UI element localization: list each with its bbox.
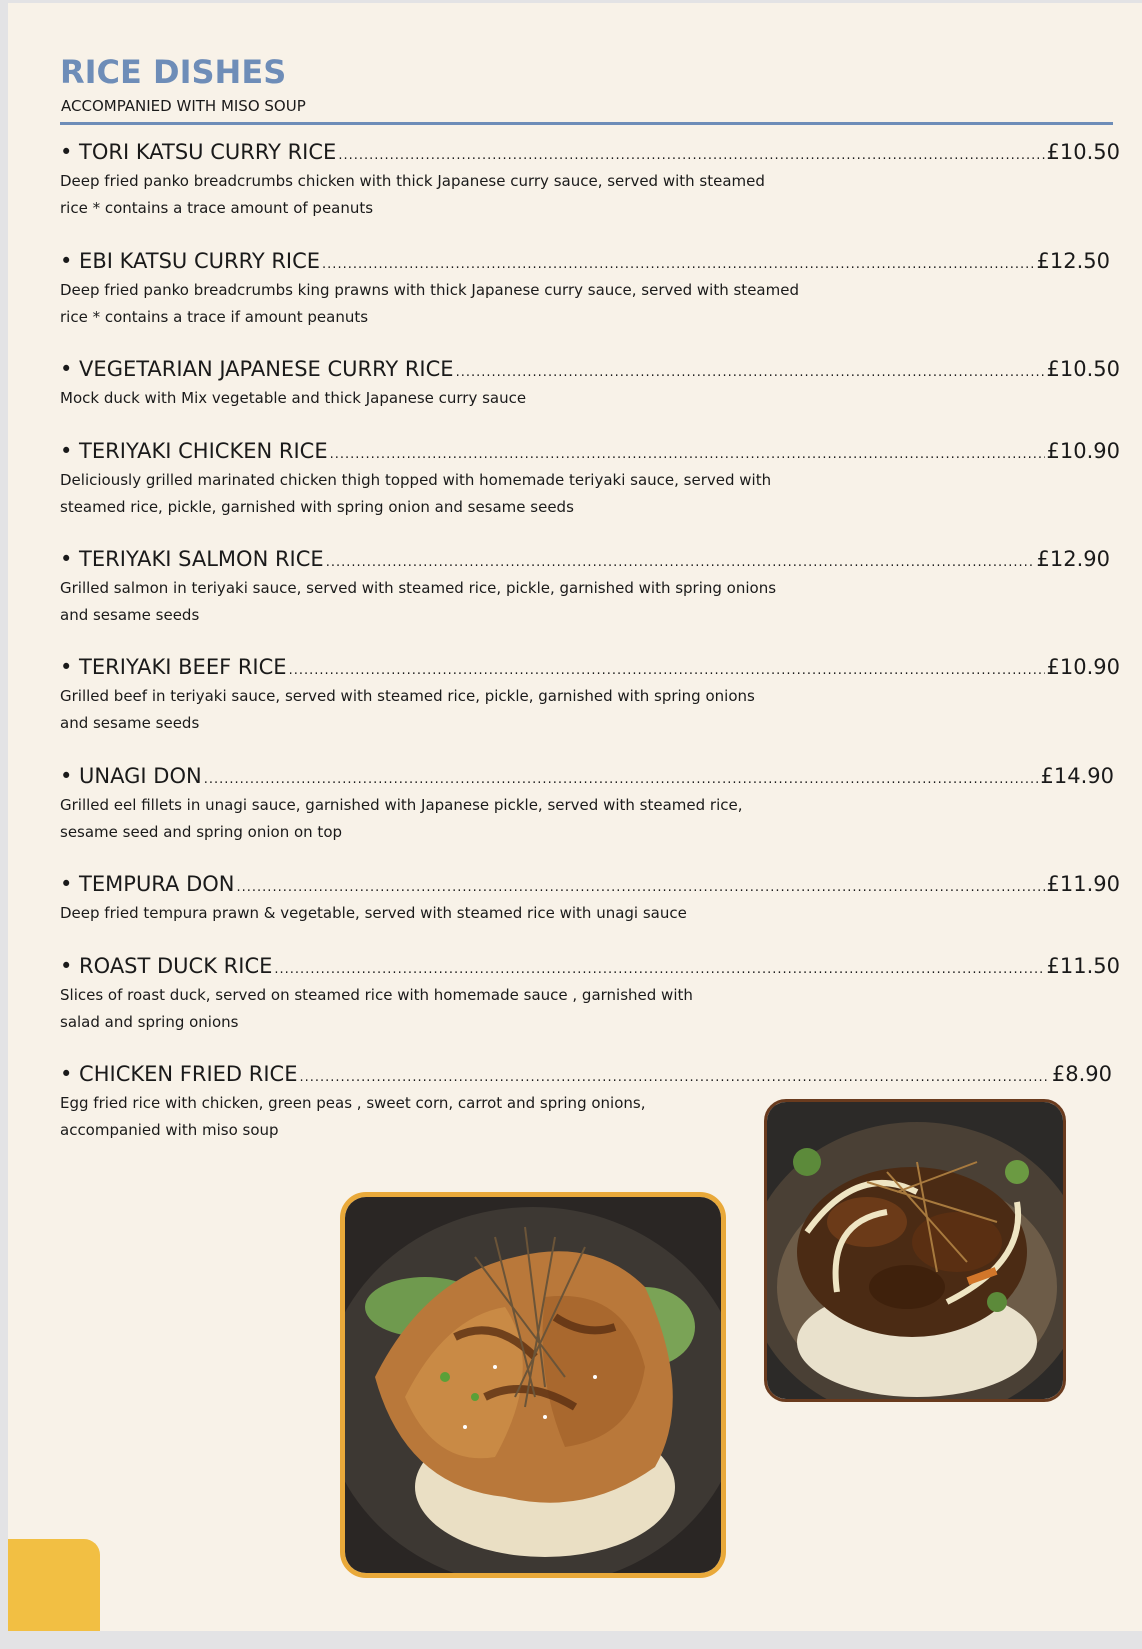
title-divider: [60, 122, 1113, 125]
item-price: £11.50: [1046, 954, 1120, 978]
item-price: £8.90: [1051, 1062, 1112, 1086]
item-description: [60, 277, 1110, 331]
item-price: £12.50: [1036, 249, 1110, 273]
description-line: rice * contains a trace amount of peanuts: [60, 199, 374, 217]
item-description: [60, 982, 1120, 1036]
dot-leader: [326, 550, 1035, 576]
section-title: RICE DISHES: [60, 53, 287, 91]
item-name: • TERIYAKI BEEF RICE: [60, 655, 287, 679]
menu-page: [8, 3, 1142, 1631]
description-line: Deep fried tempura prawn & vegetable, served with steamed rice with unagi sauce: [60, 904, 687, 922]
description-line: sesame seed and spring onion on top: [60, 823, 343, 841]
description-line: accompanied with miso soup: [60, 1121, 279, 1139]
item-description: [60, 683, 1120, 737]
decorative-corner-block: [8, 1539, 100, 1631]
item-description: [60, 168, 1120, 222]
description-line: and sesame seeds: [60, 606, 200, 624]
dot-leader: [456, 360, 1045, 386]
dot-leader: [322, 252, 1034, 278]
menu-item: [60, 248, 1110, 331]
item-price: £10.90: [1046, 655, 1120, 679]
menu-item: [60, 356, 1120, 412]
item-price: £12.90: [1036, 547, 1110, 571]
description-line: and sesame seeds: [60, 714, 200, 732]
teriyaki-beef-photo: [764, 1099, 1066, 1402]
description-line: steamed rice, pickle, garnished with spring onion and sesame seeds: [60, 498, 574, 516]
item-price: £10.50: [1046, 357, 1120, 381]
item-name: • TERIYAKI SALMON RICE: [60, 547, 324, 571]
teriyaki-chicken-photo: [340, 1192, 726, 1578]
item-description: [60, 900, 1120, 927]
item-name: • TERIYAKI CHICKEN RICE: [60, 439, 328, 463]
description-line: Grilled beef in teriyaki sauce, served with steamed rice, pickle, garnished with spring onions: [60, 687, 755, 705]
description-line: salad and spring onions: [60, 1013, 239, 1031]
section-subtitle: ACCOMPANIED WITH MISO SOUP: [61, 97, 306, 115]
menu-item: [60, 953, 1120, 1036]
menu-item: [60, 438, 1120, 521]
dot-leader: [300, 1065, 1050, 1091]
description-line: Mock duck with Mix vegetable and thick Japanese curry sauce: [60, 389, 527, 407]
dot-leader: [338, 143, 1044, 169]
menu-item: [60, 546, 1110, 629]
chicken-rice-illustration: [345, 1197, 721, 1573]
item-name: • TORI KATSU CURRY RICE: [60, 140, 337, 164]
item-description: [60, 792, 1114, 846]
description-line: Grilled eel fillets in unagi sauce, garnished with Japanese pickle, served with steamed rice,: [60, 796, 743, 814]
menu-item: [60, 654, 1120, 737]
item-name: • TEMPURA DON: [60, 872, 235, 896]
description-line: Grilled salmon in teriyaki sauce, served with steamed rice, pickle, garnished with spring onions: [60, 579, 777, 597]
item-price: £11.90: [1046, 872, 1120, 896]
item-description: [60, 575, 1110, 629]
description-line: Deep fried panko breadcrumbs chicken with thick Japanese curry sauce, served with steamed: [60, 172, 765, 190]
beef-rice-illustration: [767, 1102, 1063, 1399]
item-name: • UNAGI DON: [60, 764, 202, 788]
description-line: Deliciously grilled marinated chicken thigh topped with homemade teriyaki sauce, served with: [60, 471, 772, 489]
dot-leader: [330, 442, 1045, 468]
description-line: rice * contains a trace if amount peanuts: [60, 308, 369, 326]
item-price: £14.90: [1040, 764, 1114, 788]
menu-item: [60, 871, 1120, 927]
description-line: Deep fried panko breadcrumbs king prawns with thick Japanese curry sauce, served with steamed: [60, 281, 799, 299]
item-name: • EBI KATSU CURRY RICE: [60, 249, 321, 273]
description-line: Slices of roast duck, served on steamed rice with homemade sauce , garnished with: [60, 986, 693, 1004]
item-name: • VEGETARIAN JAPANESE CURRY RICE: [60, 357, 454, 381]
dot-leader: [289, 658, 1045, 684]
dot-leader: [274, 957, 1044, 983]
dot-leader: [237, 875, 1045, 901]
item-price: £10.90: [1046, 439, 1120, 463]
item-name: • ROAST DUCK RICE: [60, 954, 273, 978]
item-name: • CHICKEN FRIED RICE: [60, 1062, 298, 1086]
description-line: Egg fried rice with chicken, green peas , sweet corn, carrot and spring onions,: [60, 1094, 646, 1112]
item-description: [60, 467, 1120, 521]
item-description: [60, 385, 1120, 412]
item-price: £10.50: [1046, 140, 1120, 164]
menu-item: [60, 139, 1120, 222]
dot-leader: [204, 767, 1039, 793]
menu-item: [60, 763, 1114, 846]
